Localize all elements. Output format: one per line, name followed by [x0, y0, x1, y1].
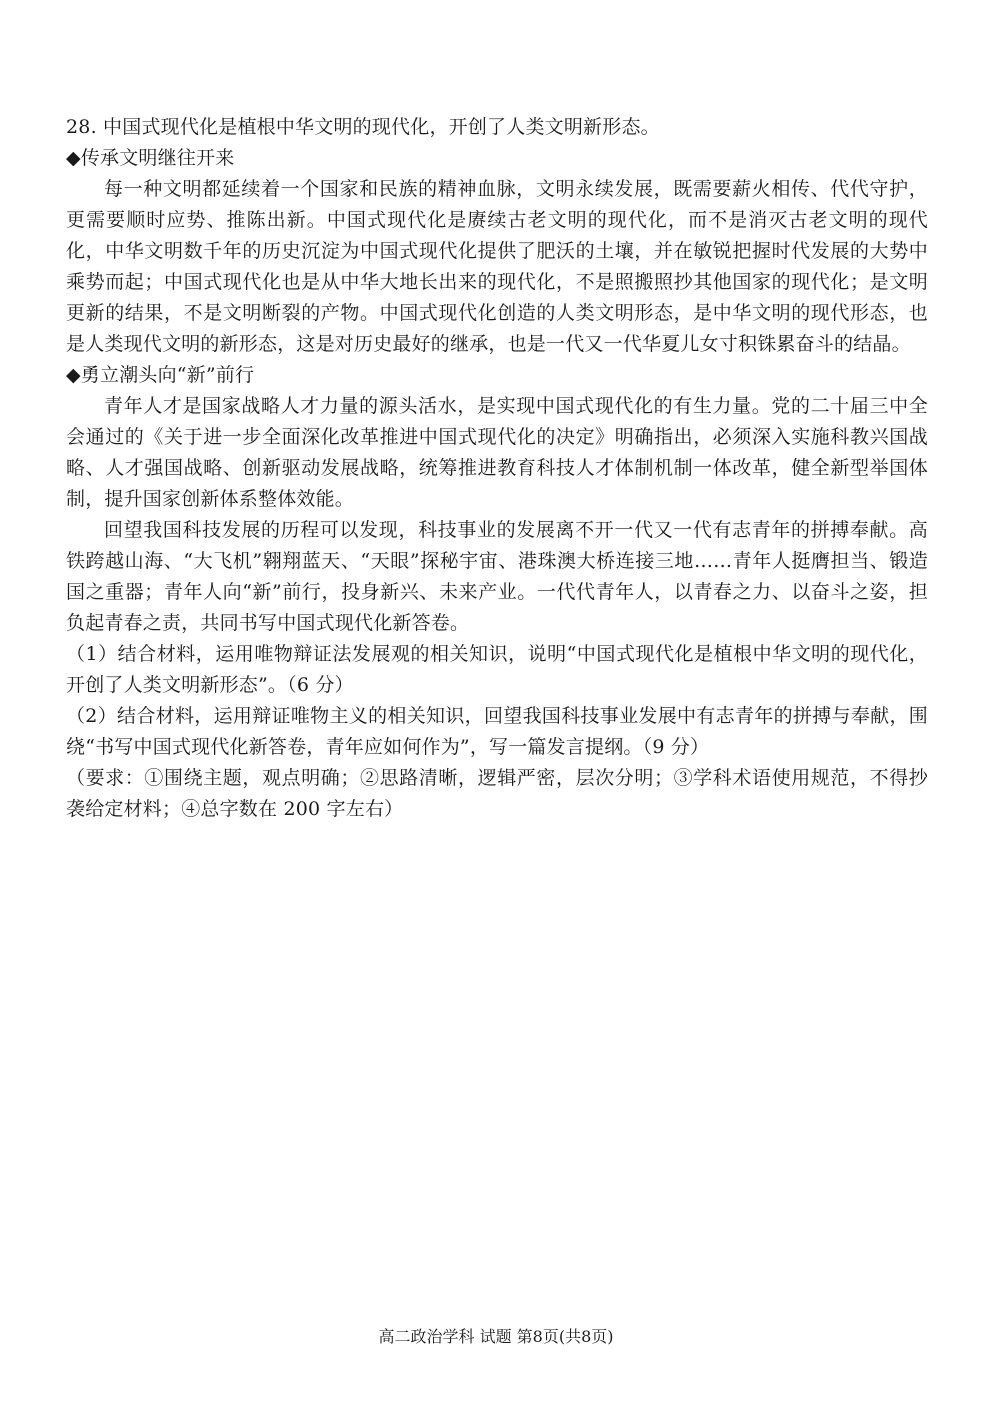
- page-footer: 高二政治学科 试题 第8页(共8页): [378, 1327, 614, 1346]
- section-heading-innovation: ◆勇立潮头向“新”前行: [66, 364, 255, 386]
- material-paragraph-heritage: 每一种文明都延续着一个国家和民族的精神血脉，文明永续发展，既需要薪火相传、代代守护，更需要顺时应势、推陈出新。中国式现代化是赓续古老文明的现代化，而不是消灭古老文明的现代化，中华文明数千年的历史沉淀为中国式现代化提供了肥沃的土壤，并在敏锐把握时代发展的大势中乘势而起；中国式现代化也是从中华大地长出来的现代化，不是照搬照抄其他国家的现代化；是文明更新的结果，不是文明断裂的产物。中国式现代化创造的人类文明形态，是中华文明的现代形态，也是人类现代文明的新形态，这是对历史最好的继承，也是一代又一代华夏儿女寸积铢累奋斗的结晶。: [66, 178, 928, 355]
- exam-question: [66, 112, 928, 825]
- material-paragraph-technology: 回望我国科技发展的历程可以发现，科技事业的发展离不开一代又一代有志青年的拼搏奉献。高铁跨越山海、“大飞机”翱翔蓝天、“天眼”探秘宇宙、港珠澳大桥连接三地……青年人挺膺担当、锻造国之重器；青年人向“新”前行，投身新兴、未来产业。一代代青年人，以青春之力、以奋斗之姿，担负起青春之责，共同书写中国式现代化新答卷。: [66, 519, 928, 634]
- question-title: 28. 中国式现代化是植根中华文明的现代化，开创了人类文明新形态。: [66, 116, 660, 138]
- material-paragraph-talent: 青年人才是国家战略人才力量的源头活水，是实现中国式现代化的有生力量。党的二十届三中全会通过的《关于进一步全面深化改革推进中国式现代化的决定》明确指出，必须深入实施科教兴国战略、人才强国战略、创新驱动发展战略，统筹推进教育科技人才体制机制一体改革，健全新型举国体制，提升国家创新体系整体效能。: [66, 395, 928, 510]
- section-heading-heritage: ◆传承文明继往开来: [66, 147, 235, 169]
- answer-requirements: （要求：①围绕主题，观点明确；②思路清晰，逻辑严密，层次分明；③学科术语使用规范，不得抄袭给定材料；④总字数在 200 字左右）: [66, 767, 928, 820]
- sub-question-2: （2）结合材料，运用辩证唯物主义的相关知识，回望我国科技事业发展中有志青年的拼搏与奉献，围绕“书写中国式现代化新答卷，青年应如何作为”，写一篇发言提纲。（9 分）: [66, 705, 928, 758]
- sub-question-1: （1）结合材料，运用唯物辩证法发展观的相关知识，说明“中国式现代化是植根中华文明的现代化，开创了人类文明新形态”。（6 分）: [66, 643, 928, 696]
